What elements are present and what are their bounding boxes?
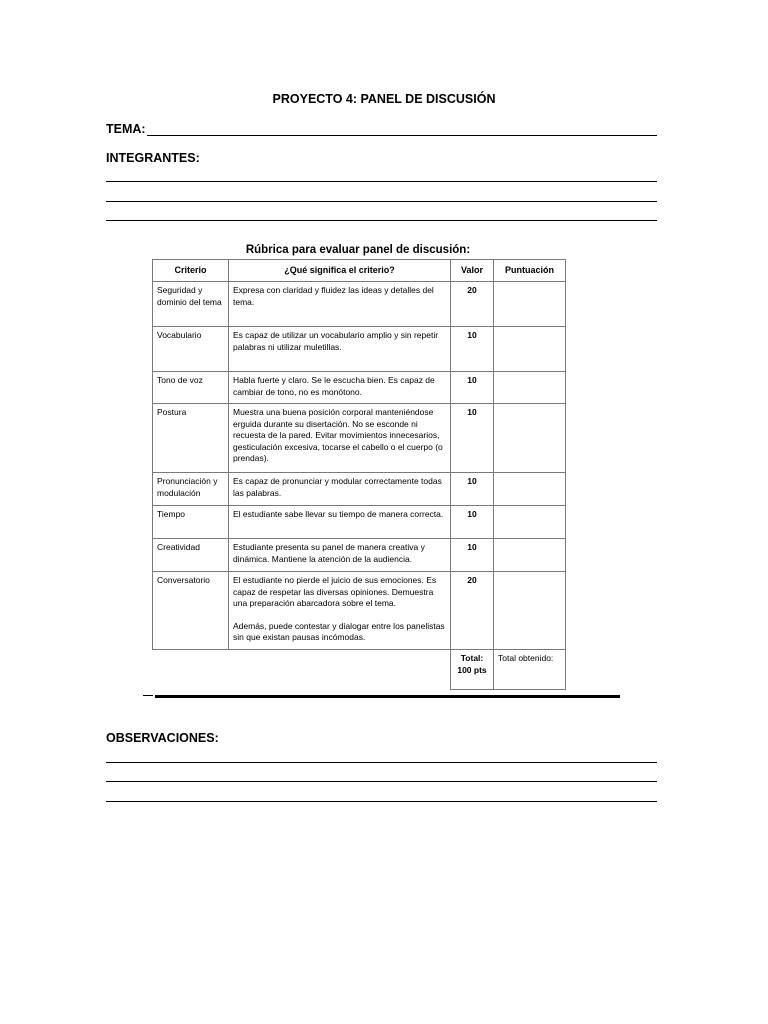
table-row <box>153 404 566 473</box>
divider-tick <box>143 695 153 696</box>
total-obtenido-cell[interactable]: Total obtenido: <box>494 650 566 690</box>
integrantes-line-2[interactable] <box>106 201 657 202</box>
table-row <box>153 282 566 327</box>
table-row <box>153 327 566 372</box>
table-header-row <box>153 260 566 282</box>
puntuacion-cell[interactable] <box>494 572 566 650</box>
table-row <box>153 539 566 572</box>
descripcion-cell: Es capaz de utilizar un vocabulario amplio y sin repetir palabras ni utilizar muletillas. <box>229 327 451 372</box>
valor-cell: 10 <box>451 327 494 372</box>
puntuacion-cell[interactable] <box>494 473 566 506</box>
descripcion-cell: Estudiante presenta su panel de manera creativa y dinámica. Mantiene la atención de la audiencia. <box>229 539 451 572</box>
valor-cell: 10 <box>451 506 494 539</box>
criterio-cell: Tiempo <box>153 506 229 539</box>
puntuacion-cell[interactable] <box>494 282 566 327</box>
puntuacion-cell[interactable] <box>494 372 566 404</box>
column-header-significado: ¿Qué significa el criterio? <box>229 260 451 282</box>
criterio-cell: Tono de voz <box>153 372 229 404</box>
tema-label: TEMA: <box>106 122 146 136</box>
rubric-table <box>152 259 566 690</box>
integrantes-line-3[interactable] <box>106 220 657 221</box>
valor-cell: 10 <box>451 473 494 506</box>
rubric-title: Rúbrica para evaluar panel de discusión: <box>245 244 471 256</box>
puntuacion-cell[interactable] <box>494 506 566 539</box>
criterio-cell: Conversatorio <box>153 572 229 650</box>
column-header-criterio: Criterio <box>153 260 229 282</box>
descripcion-cell: Muestra una buena posición corporal manteniéndose erguida durante su disertación. No se esconde ni recuesta de la pared. Evitar movimientos innecesarios, gesticulación excesiva, tocarse el cabello o el cuerpo (o prendas). <box>229 404 451 473</box>
page-title: PROYECTO 4: PANEL DE DISCUSIÓN <box>272 92 496 106</box>
criterio-cell: Creatividad <box>153 539 229 572</box>
table-total-row <box>153 650 566 690</box>
criterio-cell: Postura <box>153 404 229 473</box>
empty-cell <box>153 650 229 690</box>
observaciones-label: OBSERVACIONES: <box>106 731 219 745</box>
criterio-cell: Pronunciación y modulación <box>153 473 229 506</box>
puntuacion-cell[interactable] <box>494 539 566 572</box>
valor-cell: 10 <box>451 372 494 404</box>
descripcion-text-2: Además, puede contestar y dialogar entre los panelistas sin que existan pausas incómodas. <box>233 620 445 642</box>
observaciones-line-3[interactable] <box>106 801 657 802</box>
table-row <box>153 572 566 650</box>
integrantes-label: INTEGRANTES: <box>106 151 200 165</box>
puntuacion-cell[interactable] <box>494 404 566 473</box>
divider-line <box>155 695 620 698</box>
table-row <box>153 506 566 539</box>
valor-cell: 20 <box>451 572 494 650</box>
descripcion-cell <box>229 572 451 650</box>
table-row <box>153 372 566 404</box>
descripcion-cell: Habla fuerte y claro. Se le escucha bien. Es capaz de cambiar de tono, no es monótono. <box>229 372 451 404</box>
descripcion-cell: El estudiante sabe llevar su tiempo de manera correcta. <box>229 506 451 539</box>
descripcion-cell: Es capaz de pronunciar y modular correctamente todas las palabras. <box>229 473 451 506</box>
valor-cell: 10 <box>451 539 494 572</box>
puntuacion-cell[interactable] <box>494 327 566 372</box>
valor-cell: 20 <box>451 282 494 327</box>
total-label: Total: 100 pts <box>451 650 494 690</box>
table-row <box>153 473 566 506</box>
column-header-valor: Valor <box>451 260 494 282</box>
descripcion-text: El estudiante no pierde el juicio de sus emociones. Es capaz de respetar las diversas opiniones. Demuestra una preparación abarcadora sobre el tema. <box>233 575 437 608</box>
observaciones-line-2[interactable] <box>106 781 657 782</box>
descripcion-cell: Expresa con claridad y fluidez las ideas y detalles del tema. <box>229 282 451 327</box>
valor-cell: 10 <box>451 404 494 473</box>
empty-cell <box>229 650 451 690</box>
criterio-cell: Vocabulario <box>153 327 229 372</box>
tema-line[interactable] <box>147 135 657 136</box>
integrantes-line-1[interactable] <box>106 181 657 182</box>
criterio-cell: Seguridad y dominio del tema <box>153 282 229 327</box>
observaciones-line-1[interactable] <box>106 762 657 763</box>
column-header-puntuacion: Puntuación <box>494 260 566 282</box>
